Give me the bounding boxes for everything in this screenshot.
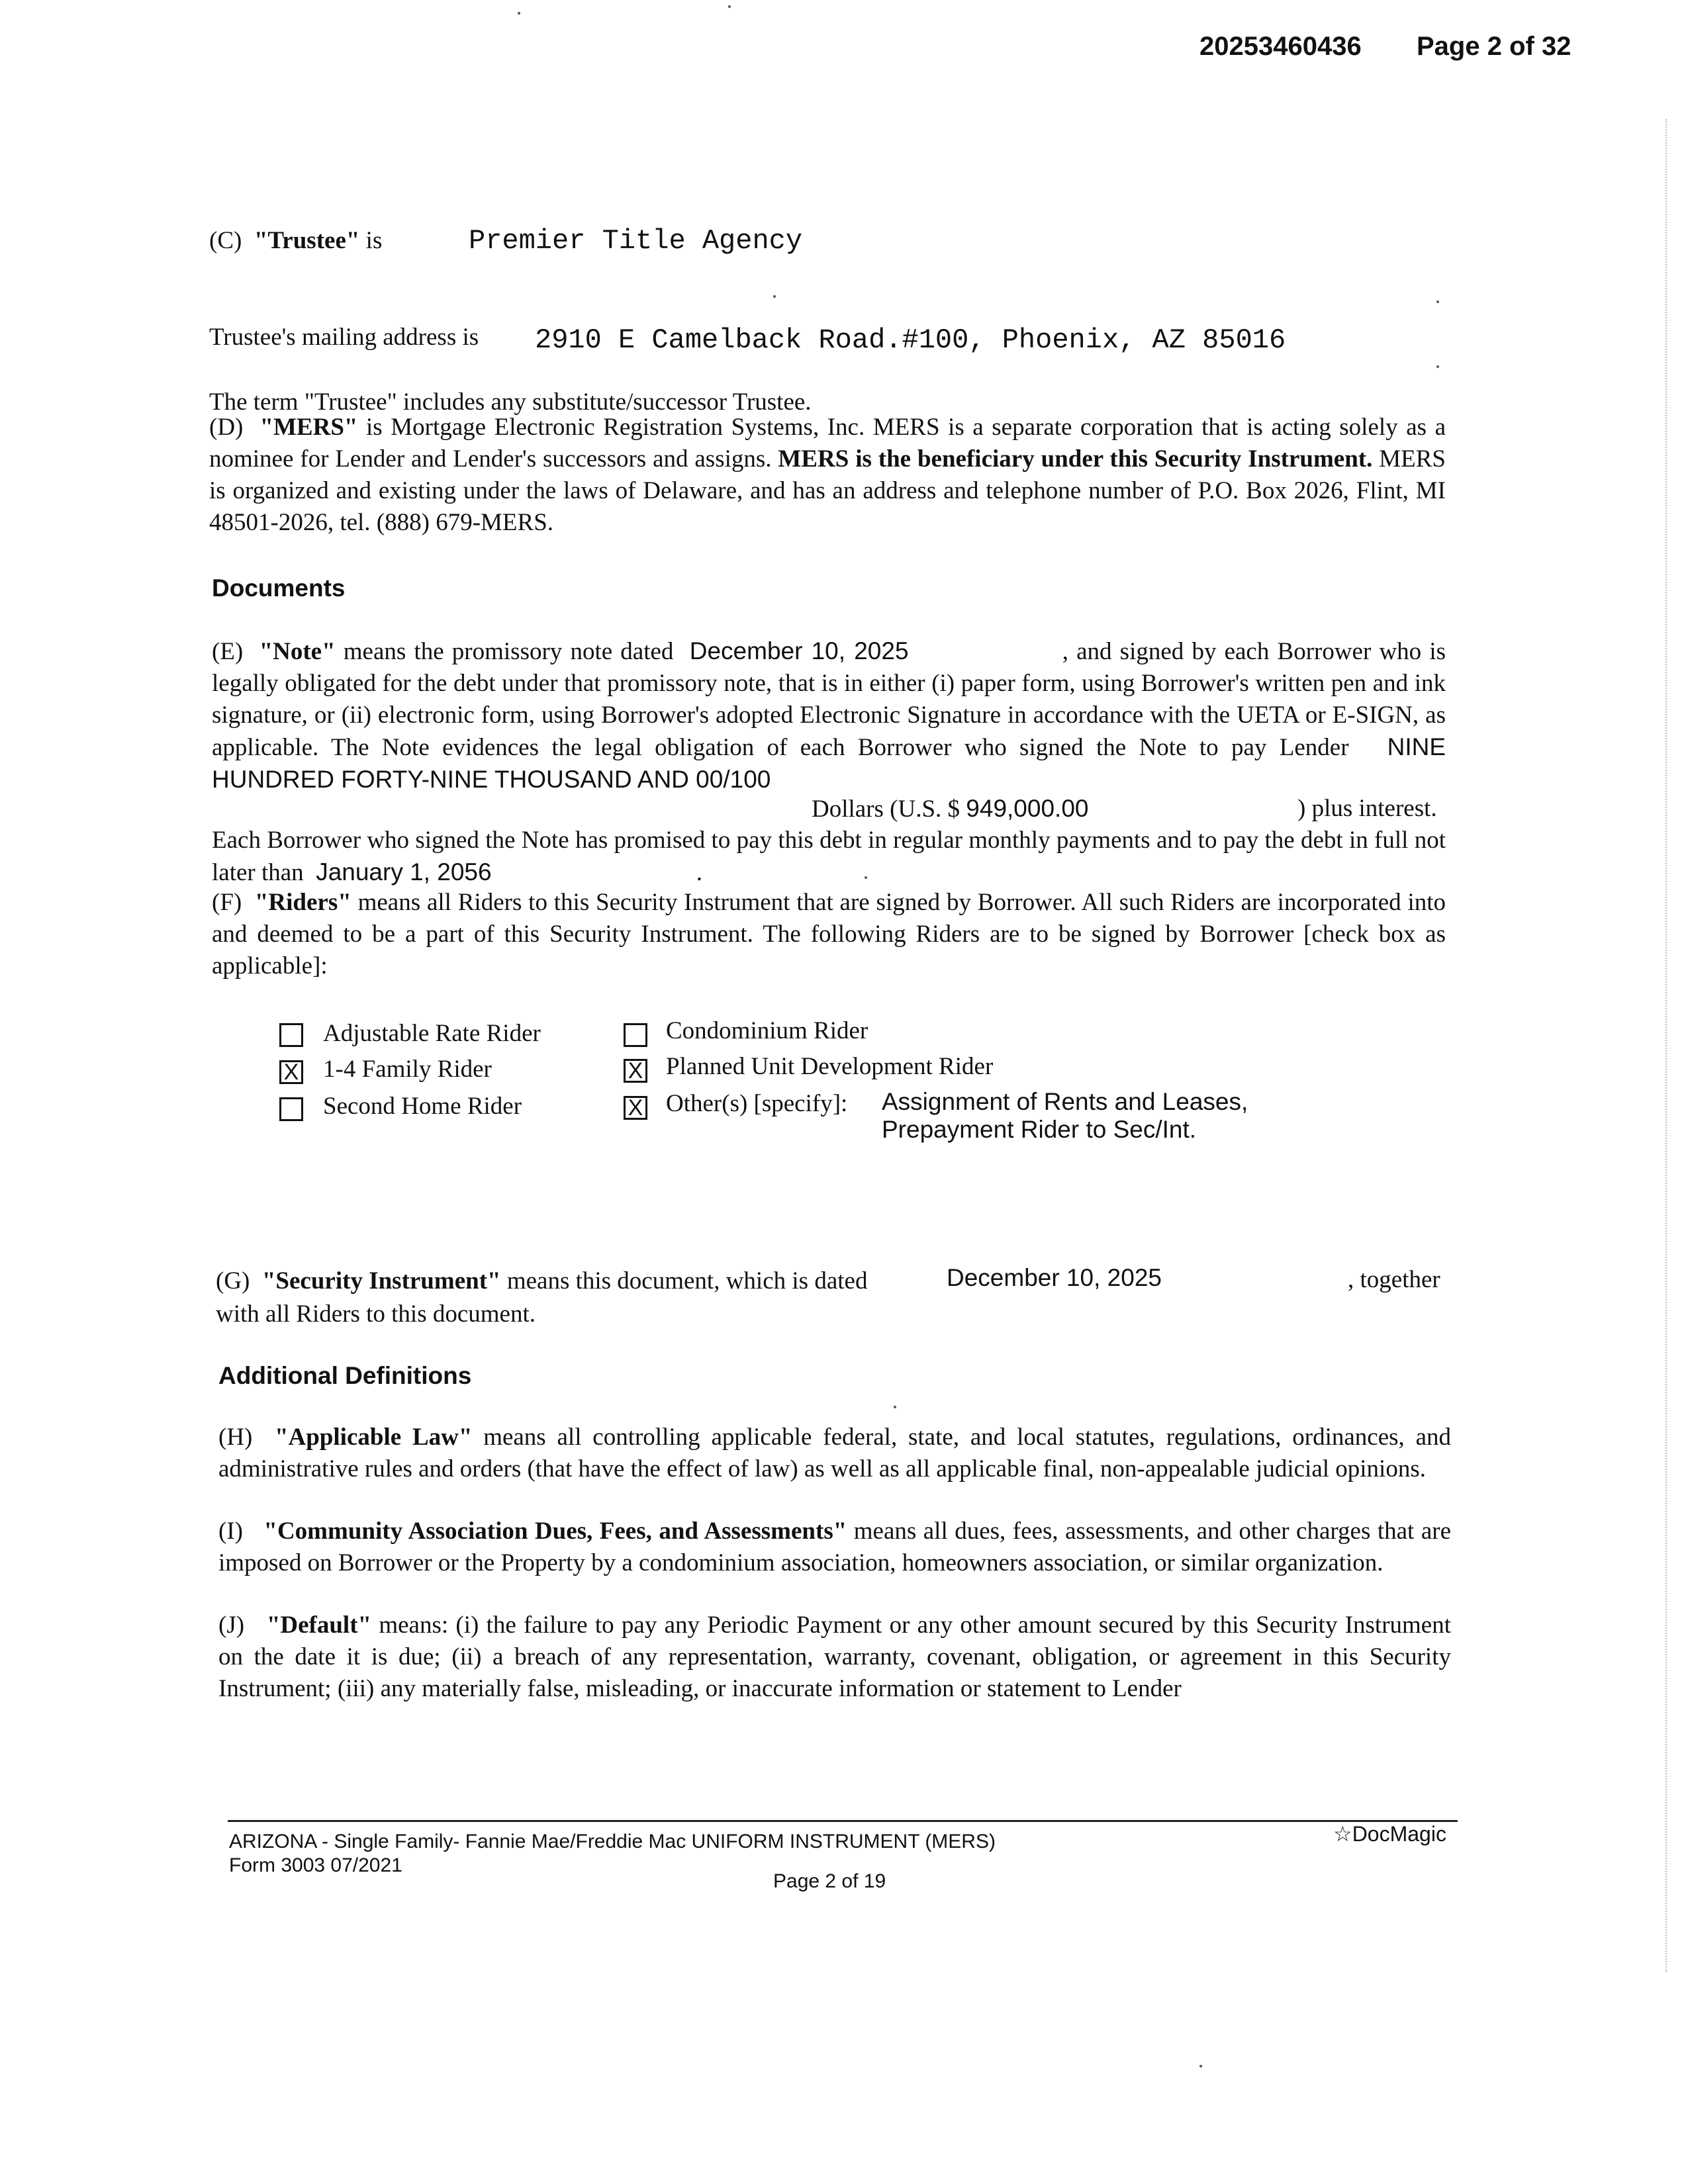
- checkbox[interactable]: X: [624, 1059, 647, 1083]
- scan-speck: [773, 295, 776, 298]
- checkbox[interactable]: [279, 1097, 303, 1121]
- note-amount: 949,000.00: [966, 795, 1089, 822]
- checkbox[interactable]: [279, 1023, 303, 1047]
- trustee-label: (C) "Trustee" is: [209, 227, 383, 254]
- rider-label: Planned Unit Development Rider: [666, 1053, 994, 1080]
- footer-form-number: Form 3003 07/2021: [229, 1854, 402, 1876]
- rider-label: Condominium Rider: [666, 1017, 868, 1044]
- documents-heading: Documents: [212, 574, 346, 602]
- scan-speck: [894, 1406, 896, 1408]
- rider-label: Adjustable Rate Rider: [323, 1020, 541, 1047]
- scan-speck: [728, 5, 731, 8]
- scan-speck: [518, 12, 520, 15]
- rider-label: Second Home Rider: [323, 1093, 522, 1120]
- trustee-includes-text: The term "Trustee" includes any substitute/successor Trustee.: [209, 388, 812, 416]
- applicable-law-paragraph: (H) "Applicable Law" means all controlling applicable federal, state, and local statutes, regulations, ordinances, and administrative rules and orders (that have the effect of law) as well as all applicable final, non-appealable judicial opinions.: [218, 1424, 1451, 1482]
- community-association-paragraph: (I) "Community Association Dues, Fees, and Assessments" means all dues, fees, assessments, and other charges that are imposed on Borrower or the Property by a condominium association, homeowners association, or similar organization.: [218, 1518, 1451, 1576]
- scan-speck: [865, 876, 867, 879]
- footer-rule: [228, 1820, 1458, 1822]
- trustee-name: Premier Title Agency: [469, 225, 803, 257]
- security-instrument-line-1: (G) "Security Instrument" means this document, which is dated: [216, 1267, 868, 1295]
- rider-label: Other(s) [specify]:: [666, 1090, 848, 1117]
- footer-page-number: Page 2 of 19: [773, 1870, 886, 1892]
- riders-paragraph: (F) "Riders" means all Riders to this Security Instrument that are signed by Borrower. All such Riders are incorporated into and deemed to be a part of this Security Instrument. The following Riders are to be signed by Borrower [check box as applicable]:: [212, 889, 1446, 979]
- note-maturity-paragraph: Each Borrower who signed the Note has promised to pay this debt in regular monthly payments and to pay the debt in full not later than January 1, 2056 .: [212, 827, 1446, 886]
- checkbox[interactable]: X: [624, 1096, 647, 1120]
- note-dollars-line: Dollars (U.S. $ 949,000.00: [812, 795, 1089, 823]
- rider-label: 1-4 Family Rider: [323, 1056, 492, 1083]
- security-instrument-line-2: with all Riders to this document.: [216, 1300, 536, 1328]
- footer-form-title: ARIZONA - Single Family- Fannie Mae/Freddie Mac UNIFORM INSTRUMENT (MERS): [229, 1831, 996, 1852]
- note-plus-interest: ) plus interest.: [1297, 795, 1437, 822]
- star-icon: ☆: [1333, 1822, 1352, 1846]
- default-paragraph: (J) "Default" means: (i) the failure to pay any Periodic Payment or any other amount secured by this Security Instrument on the date it is due; (ii) a breach of any representation, warranty, covenant, obligation, or agreement in this Security Instrument; (iii) any materially false, misleading, or inaccurate information or statement to Lender: [218, 1612, 1452, 1702]
- checkbox[interactable]: [624, 1023, 647, 1047]
- additional-definitions-heading: Additional Definitions: [218, 1362, 472, 1389]
- mers-paragraph: (D) "MERS" is Mortgage Electronic Registration Systems, Inc. MERS is a separate corporation that is acting solely as a nominee for Lender and Lender's successors and assigns. MERS is the beneficiary under this Security Instrument. MERS is organized and existing under the laws of Delaware, and has an address and telephone number of P.O. Box 2026, Flint, MI 48501-2026, tel. (888) 679-MERS.: [209, 414, 1446, 536]
- other-riders-line-2: Prepayment Rider to Sec/Int.: [882, 1116, 1197, 1143]
- note-paragraph: (E) "Note" means the promissory note dated December 10, 2025 , and signed by each Borrower who is legally obligated for the debt under that promissory note, that is in either (i) paper form, using Borrower's written pen and ink signature, or (ii) electronic form, using Borrower's adopted Electronic Signature in accordance with the UETA or E-SIGN, as applicable. The Note evidences the legal obligation of each Borrower who signed the Note to pay Lender NINE HUNDRED FORTY-NINE THOUSAND AND 00/100: [212, 637, 1446, 793]
- checkbox[interactable]: X: [279, 1060, 303, 1084]
- trustee-address-label: Trustee's mailing address is: [209, 324, 479, 351]
- trustee-address: 2910 E Camelback Road.#100, Phoenix, AZ 85016: [535, 324, 1286, 356]
- docmagic-logo: ☆DocMagic: [1333, 1822, 1446, 1846]
- page-label: Page 2 of 32: [1417, 32, 1571, 61]
- security-instrument-date: December 10, 2025: [947, 1264, 1162, 1291]
- other-riders-line-1: Assignment of Rents and Leases,: [882, 1088, 1248, 1115]
- scan-speck: [1436, 300, 1439, 303]
- note-maturity-date: January 1, 2056: [316, 858, 492, 886]
- scan-edge-line: [1665, 119, 1667, 1972]
- note-date: December 10, 2025: [689, 637, 909, 664]
- scan-speck: [1199, 2065, 1202, 2068]
- security-instrument-together: , together: [1348, 1266, 1440, 1293]
- note-amount-words: NINE HUNDRED FORTY-NINE THOUSAND AND 00/100: [212, 733, 1446, 793]
- scan-speck: [1436, 365, 1439, 368]
- document-number: 20253460436: [1199, 32, 1362, 61]
